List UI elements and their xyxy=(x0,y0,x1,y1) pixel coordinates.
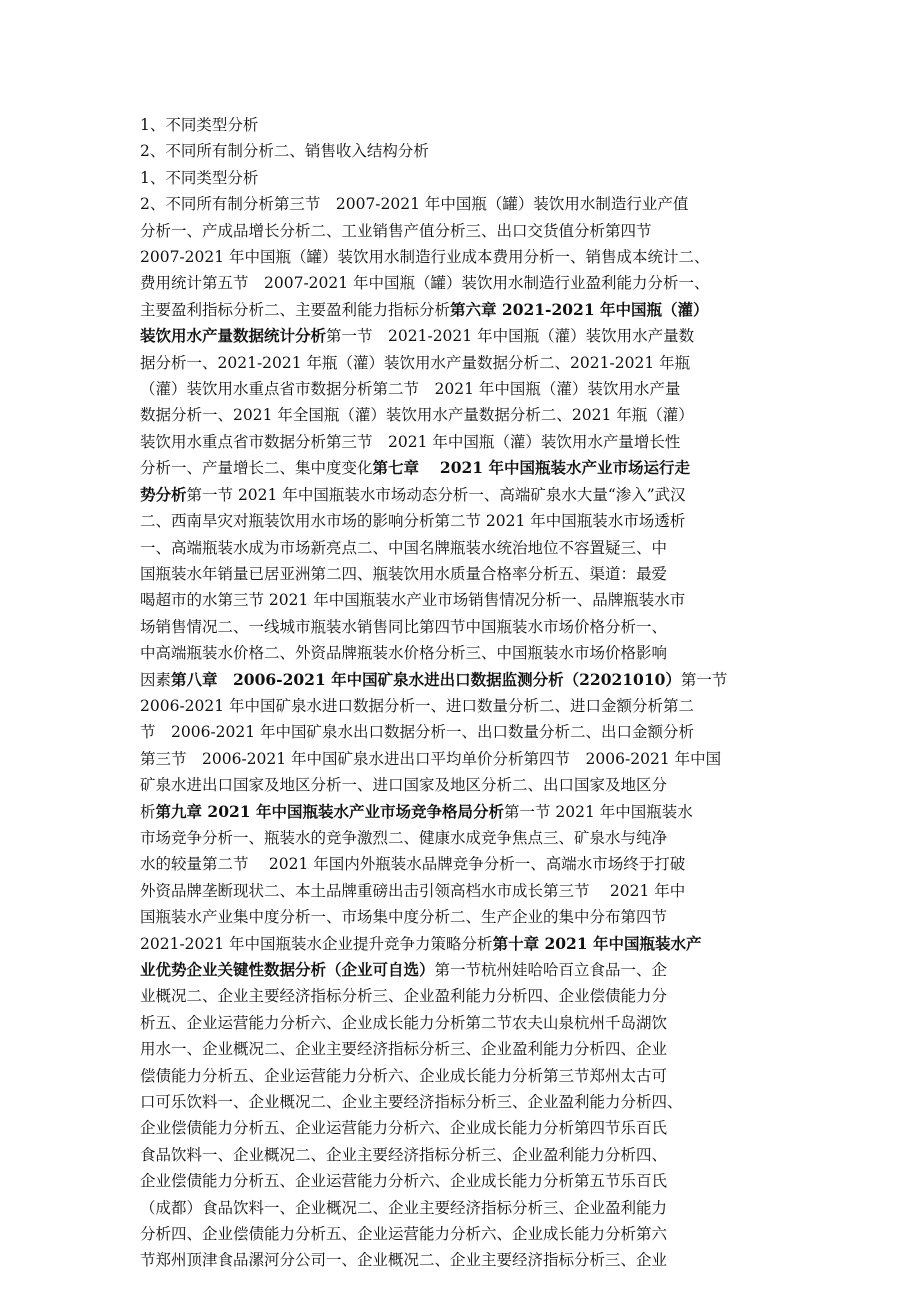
document-body xyxy=(140,112,782,1274)
body-text: 用水一、企业概况二、企业主要经济指标分析三、企业盈利能力分析四、企业 xyxy=(140,1040,668,1059)
body-text: 口可乐饮料一、企业概况二、企业主要经济指标分析三、企业盈利能力分析四、 xyxy=(140,1093,683,1112)
body-text: 业概况二、企业主要经济指标分析三、企业盈利能力分析四、企业偿债能力分 xyxy=(140,987,668,1006)
text-line xyxy=(140,138,782,164)
text-line xyxy=(140,851,782,877)
text-line xyxy=(140,218,782,244)
text-line xyxy=(140,1142,782,1168)
text-line xyxy=(140,244,782,270)
text-line xyxy=(140,693,782,719)
body-text: 矿泉水进出口国家及地区分析一、进口国家及地区分析二、出口国家及地区分 xyxy=(140,776,668,795)
body-text: 1、不同类型分析 xyxy=(140,168,259,187)
body-text: 主要盈利指标分析二、主要盈利能力指标分析 xyxy=(140,300,451,319)
bold-heading-text: 第八章 2006-2021 年中国矿泉水进出口数据监测分析（22021010） xyxy=(171,669,681,689)
text-line xyxy=(140,640,782,666)
bold-heading-text: 第六章 2021-2021 年中国瓶（灌） xyxy=(450,299,709,319)
text-line xyxy=(140,429,782,455)
text-line xyxy=(140,1063,782,1089)
text-line xyxy=(140,614,782,640)
body-text: 析 xyxy=(140,802,156,821)
text-line xyxy=(140,1247,782,1273)
text-line xyxy=(140,957,782,983)
body-text: 第一节 2021 年中国瓶装水 xyxy=(503,802,693,821)
body-text: 企业偿债能力分析五、企业运营能力分析六、企业成长能力分析第五节乐百氏 xyxy=(140,1172,668,1191)
body-text: 分析一、产成品增长分析二、工业销售产值分析三、出口交货值分析第四节 xyxy=(140,221,652,240)
body-text: 喝超市的水第三节 2021 年中国瓶装水产业市场销售情况分析一、品牌瓶装水市 xyxy=(140,591,686,610)
text-line xyxy=(140,323,782,349)
body-text: 据分析一、2021-2021 年瓶（灌）装饮用水产量数据分析二、2021-2021 年瓶 xyxy=(140,353,691,372)
text-line xyxy=(140,1010,782,1036)
body-text: （灌）装饮用水重点省市数据分析第二节 2021 年中国瓶（灌）装饮用水产量 xyxy=(140,380,681,399)
body-text: 第三节 2006-2021 年中国矿泉水进出口平均单价分析第四节 2006-2021 年中国 xyxy=(140,749,722,768)
text-line xyxy=(140,482,782,508)
body-text: 1、不同类型分析 xyxy=(140,116,259,134)
bold-heading-text: 第九章 2021 年中国瓶装水产业市场竞争格局分析 xyxy=(155,801,504,821)
body-text: 企业偿债能力分析五、企业运营能力分析六、企业成长能力分析第四节乐百氏 xyxy=(140,1119,668,1138)
text-line xyxy=(140,878,782,904)
body-text: 2007-2021 年中国瓶（罐）装饮用水制造行业成本费用分析一、销售成本统计二、 xyxy=(140,248,710,267)
bold-heading-text: 业优势企业关键性数据分析（企业可自选） xyxy=(140,960,435,979)
text-line xyxy=(140,561,782,587)
body-text: 偿债能力分析五、企业运营能力分析六、企业成长能力分析第三节郑州太古可 xyxy=(140,1066,668,1085)
text-line xyxy=(140,350,782,376)
body-text: 国瓶装水年销量已居亚洲第二四、瓶装饮用水质量合格率分析五、渠道：最爱 xyxy=(140,564,668,583)
text-line xyxy=(140,376,782,402)
body-text: 外资品牌垄断现状二、本土品牌重磅出击引领高档水市成长第三节 2021 年中 xyxy=(140,881,686,900)
body-text: 市场竞争分析一、瓶装水的竞争激烈二、健康水成竞争焦点三、矿泉水与纯净 xyxy=(140,828,668,847)
bold-heading-text: 势分析 xyxy=(140,484,187,504)
text-line xyxy=(140,191,782,217)
text-line xyxy=(140,904,782,930)
text-line xyxy=(140,455,782,481)
body-text: 中高端瓶装水价格二、外资品牌瓶装水价格分析三、中国瓶装水市场价格影响 xyxy=(140,644,668,663)
text-line xyxy=(140,931,782,957)
text-line xyxy=(140,1168,782,1194)
body-text: 场销售情况二、一线城市瓶装水销售同比第四节中国瓶装水市场价格分析一、 xyxy=(140,617,668,636)
text-line xyxy=(140,719,782,745)
text-line xyxy=(140,825,782,851)
text-line xyxy=(140,1221,782,1247)
body-text: 费用统计第五节 2007-2021 年中国瓶（罐）装饮用水制造行业盈利能力分析一、 xyxy=(140,274,710,293)
text-line xyxy=(140,1036,782,1062)
body-text: 第一节 2021-2021 年中国瓶（灌）装饮用水产量数 xyxy=(326,327,695,346)
body-text: 装饮用水重点省市数据分析第三节 2021 年中国瓶（灌）装饮用水产量增长性 xyxy=(140,432,681,451)
body-text: 2006-2021 年中国矿泉水进口数据分析一、进口数量分析二、进口金额分析第二 xyxy=(140,696,695,715)
body-text: 数据分析一、2021 年全国瓶（灌）装饮用水产量数据分析二、2021 年瓶（灌） xyxy=(140,406,694,425)
body-text: 食品饮料一、企业概况二、企业主要经济指标分析三、企业盈利能力分析四、 xyxy=(140,1145,668,1164)
body-text: 析五、企业运营能力分析六、企业成长能力分析第二节农夫山泉杭州千岛湖饮 xyxy=(140,1013,668,1032)
text-line xyxy=(140,402,782,428)
body-text: 第一节杭州娃哈哈百立食品一、企 xyxy=(434,961,668,979)
body-text: 2、不同所有制分析二、销售收入结构分析 xyxy=(140,142,429,161)
body-text: 国瓶装水产业集中度分析一、市场集中度分析二、生产企业的集中分布第四节 xyxy=(140,908,668,927)
body-text: 水的较量第二节 2021 年国内外瓶装水品牌竞争分析一、高端水市场终于打破 xyxy=(140,855,686,874)
body-text: 2、不同所有制分析第三节 2007-2021 年中国瓶（罐）装饮用水制造行业产值 xyxy=(140,195,689,214)
body-text: 分析一、产量增长二、集中度变化 xyxy=(140,459,373,478)
bold-heading-text: 装饮用水产量数据统计分析 xyxy=(140,326,327,346)
body-text: 第一节 2021 年中国瓶装水市场动态分析一、高端矿泉水大量“渗入”武汉 xyxy=(186,485,686,504)
body-text: （成都）食品饮料一、企业概况二、企业主要经济指标分析三、企业盈利能力 xyxy=(140,1198,668,1217)
body-text: 一、高端瓶装水成为市场新亮点二、中国名牌瓶装水统治地位不容置疑三、中 xyxy=(140,538,668,557)
text-line xyxy=(140,983,782,1009)
text-line xyxy=(140,799,782,825)
text-line xyxy=(140,1195,782,1221)
text-line xyxy=(140,270,782,296)
text-line xyxy=(140,297,782,323)
body-text: 2021-2021 年中国瓶装水企业提升竞争力策略分析 xyxy=(140,934,493,953)
text-line xyxy=(140,165,782,191)
text-line xyxy=(140,746,782,772)
body-text: 节郑州顶津食品漯河分公司一、企业概况二、企业主要经济指标分析三、企业 xyxy=(140,1251,668,1270)
text-line xyxy=(140,508,782,534)
body-text: 分析四、企业偿债能力分析五、企业运营能力分析六、企业成长能力分析第六 xyxy=(140,1225,668,1244)
bold-heading-text: 第七章 2021 年中国瓶装水产业市场运行走 xyxy=(372,458,690,478)
body-text: 节 2006-2021 年中国矿泉水出口数据分析一、出口数量分析二、出口金额分析 xyxy=(140,723,695,742)
text-line xyxy=(140,1115,782,1141)
text-line xyxy=(140,667,782,693)
text-line xyxy=(140,535,782,561)
text-line xyxy=(140,587,782,613)
body-text: 因素 xyxy=(140,670,172,689)
text-line xyxy=(140,772,782,798)
body-text: 二、西南旱灾对瓶装饮用水市场的影响分析第二节 2021 年中国瓶装水市场透析 xyxy=(140,512,686,531)
text-line xyxy=(140,112,782,138)
bold-heading-text: 第十章 2021 年中国瓶装水产 xyxy=(492,933,702,953)
text-line xyxy=(140,1089,782,1115)
body-text: 第一节 xyxy=(680,670,728,689)
